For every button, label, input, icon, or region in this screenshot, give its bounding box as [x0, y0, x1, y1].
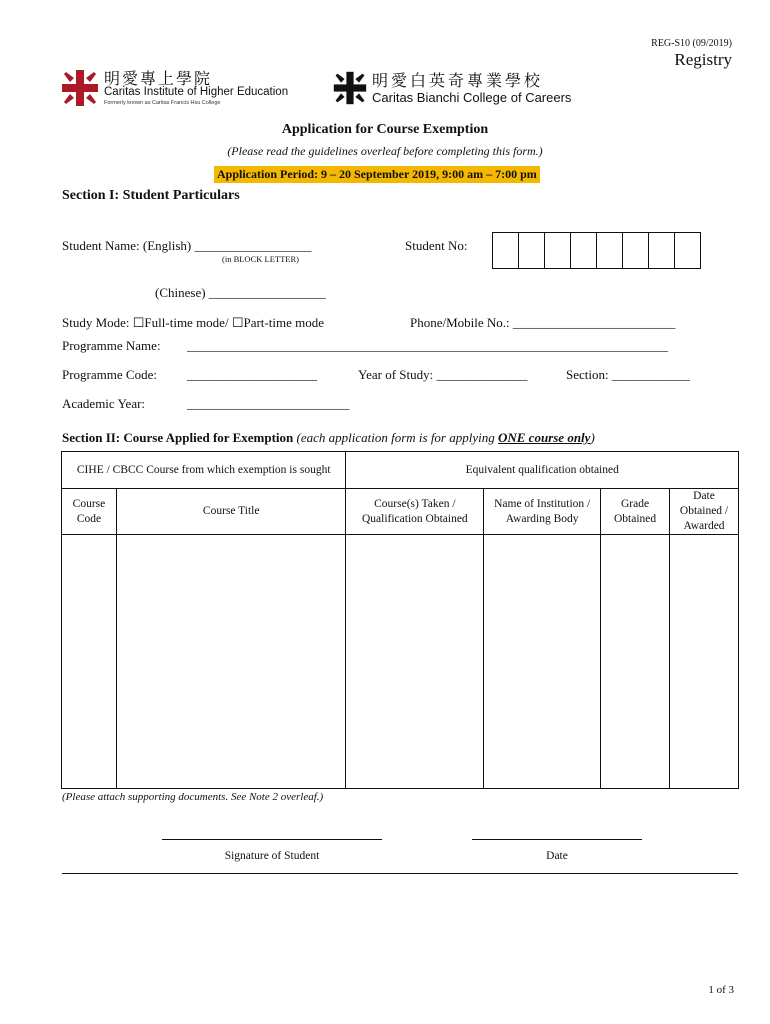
student-no-box[interactable] — [648, 232, 675, 269]
cihe-english-name: Caritas Institute of Higher Education — [104, 86, 289, 98]
page-number: 1 of 3 — [708, 984, 734, 996]
student-no-box[interactable] — [674, 232, 701, 269]
academic-year-line[interactable]: _________________________ — [187, 396, 350, 411]
application-period: Application Period: 9 – 20 September 2019, 9:00 am – 7:00 pm — [214, 166, 540, 183]
block-letter-hint: (in BLOCK LETTER) — [222, 254, 299, 264]
course-code-header: Course Code — [62, 489, 117, 535]
attach-documents-note: (Please attach supporting documents. See Note 2 overleaf.) — [62, 791, 324, 803]
grade-cell[interactable] — [601, 535, 670, 789]
section1-heading: Section I: Student Particulars — [62, 188, 240, 203]
student-no-boxes[interactable] — [493, 232, 701, 269]
student-no-box[interactable] — [492, 232, 519, 269]
section2-note-prefix: (each application form is for applying — [296, 430, 498, 445]
course-exemption-table — [61, 451, 739, 789]
grade-header: Grade Obtained — [601, 489, 670, 535]
cihe-chinese-name: 明愛專上學院 — [104, 71, 213, 88]
date-label: Date — [546, 850, 568, 862]
date-obtained-cell[interactable] — [670, 535, 739, 789]
department-name: Registry — [674, 50, 732, 69]
student-no-box[interactable] — [596, 232, 623, 269]
student-name-english-field[interactable]: Student Name: (English) __________________ — [62, 238, 312, 253]
course-code-cell[interactable] — [62, 535, 117, 789]
institution-header: Name of Institution / Awarding Body — [484, 489, 601, 535]
student-no-box[interactable] — [518, 232, 545, 269]
programme-code-line[interactable]: ____________________ — [187, 367, 317, 382]
student-signature-label: Signature of Student — [224, 850, 320, 862]
section-field[interactable]: Section: ____________ — [566, 367, 690, 382]
form-reference: REG-S10 (09/2019) — [651, 38, 732, 49]
cbcc-english-name: Caritas Bianchi College of Careers — [372, 90, 572, 105]
phone-field[interactable]: Phone/Mobile No.: _________________________ — [410, 315, 676, 330]
cihe-course-group-header: CIHE / CBCC Course from which exemption is sought — [62, 452, 346, 489]
programme-name-line[interactable]: __________________________________________________________________________ — [187, 338, 668, 353]
student-no-label: Student No: — [405, 238, 468, 253]
cihe-tagline: Formerly known as Caritas Francis Hsu College — [104, 100, 221, 106]
programme-code-label: Programme Code: — [62, 367, 157, 382]
caritas-emblem-icon — [60, 68, 100, 108]
cbcc-chinese-name: 明愛白英奇專業學校 — [372, 73, 544, 90]
date-obtained-header: Date Obtained / Awarded — [670, 489, 739, 535]
form-subtitle: (Please read the guidelines overleaf before completing this form.) — [227, 144, 543, 158]
student-name-chinese-field[interactable]: (Chinese) __________________ — [155, 285, 326, 300]
student-no-box[interactable] — [544, 232, 571, 269]
student-no-box[interactable] — [570, 232, 597, 269]
student-no-box[interactable] — [622, 232, 649, 269]
section2-note-emphasis: ONE course only — [497, 430, 591, 445]
academic-year-label: Academic Year: — [62, 396, 146, 411]
caritas-emblem-icon — [332, 70, 368, 106]
form-title: Application for Course Exemption — [281, 122, 489, 137]
course-title-cell[interactable] — [116, 535, 345, 789]
student-signature-line[interactable] — [162, 839, 382, 840]
institution-cell[interactable] — [484, 535, 601, 789]
year-of-study-field[interactable]: Year of Study: ______________ — [358, 367, 528, 382]
section2-heading — [62, 430, 595, 446]
equivalent-qualification-group-header: Equivalent qualification obtained — [346, 452, 739, 489]
courses-taken-header: Course(s) Taken / Qualification Obtained — [346, 489, 484, 535]
section2-title: Section II: Course Applied for Exemption — [62, 430, 294, 445]
course-title-header: Course Title — [116, 489, 345, 535]
cbcc-logo — [332, 68, 622, 108]
courses-taken-cell[interactable] — [346, 535, 484, 789]
date-signature-line[interactable] — [472, 839, 642, 840]
cihe-logo — [60, 66, 320, 110]
programme-name-label: Programme Name: — [62, 338, 161, 353]
study-mode-field[interactable]: Study Mode: ☐Full-time mode/ ☐Part-time mode — [62, 315, 324, 330]
footer-divider — [62, 873, 738, 874]
section2-note-suffix: ) — [590, 430, 595, 445]
